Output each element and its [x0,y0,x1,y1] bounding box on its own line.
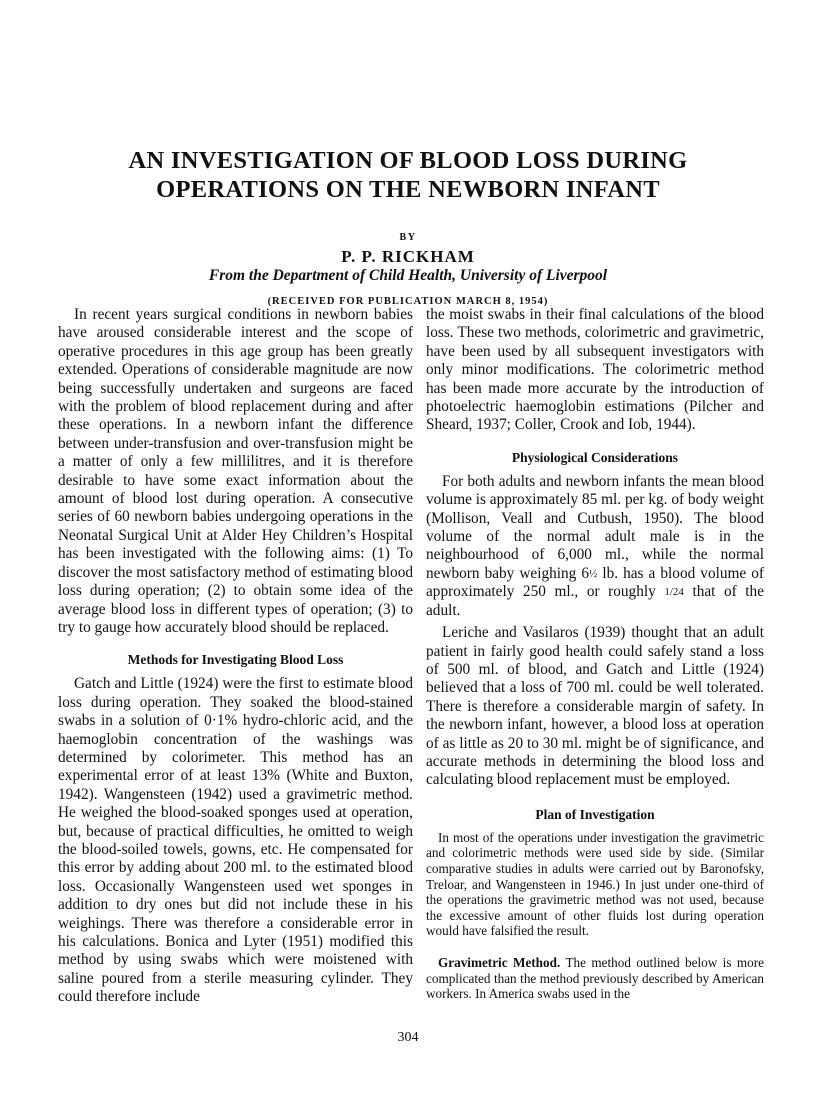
left-column [58,306,413,1007]
article-title [100,146,716,204]
fraction-half: ½ [589,567,598,580]
physio-text-b: lb. has a blood volume of approximately 250 ml., or roughly [426,564,764,601]
received-date-value: MARCH 8, 1954) [455,296,549,307]
methods-heading: Methods for Investigating Blood Loss [127,652,344,668]
intro-paragraph: In recent years surgical conditions in newborn babies have aroused considerable interest and the scope of operative procedures in this age group has been greatly extended. Operations of considerable magnitude are now being successfully undertaken and surgeons are faced with the problem of blood replacement during and after these operations. In a newborn infant the difference between under-transfusion and over-transfusion might be a matter of only a few millilitres, and it is therefore desirable to have some exact information about the amount of blood lost during operation. A consecutive series of 60 newborn babies undergoing operations in the Neonatal Surgical Unit at Alder Hey Children’s Hospital has been investigated with the following aims: (1) To discover the most satisfactory method of estimating blood loss during operation; (2) to obtain some idea of the average blood loss in different types of operation; (3) to try to gauge how accurately blood should be replaced. [58,306,413,636]
author-name: P. P. RICKHAM [341,247,475,266]
continuation-paragraph: the moist swabs in their final calculations of the blood loss. These two methods, colorimetric and gravimetric, have been used by all subsequent investigators with only minor modifications. The colorimetric method has been made more accurate by the introduction of photoelectric haemoglobin estimations (Pilcher and Sheard, 1937; Coller, Crook and Iob, 1944). [426,306,764,434]
gravimetric-heading: Gravimetric Method. [438,954,561,970]
physio-text-c: that of the adult. [426,583,764,619]
affiliation: From the Department of Child Health, University of Liverpool [208,267,608,284]
title-line-1: AN INVESTIGATION OF BLOOD LOSS DURING [128,147,688,174]
byline-label: BY [399,232,417,243]
physio-text-a: For both adults and newborn infants the mean blood volume is approximately 85 ml. per kg. of body weight (Mollison, Veall and Cutbush, 1950). The blood volume of the normal adult male is in the neighbourhood of 6,000 ml., while the normal newborn baby weighing 6 [426,472,764,582]
gravimetric-text: The method outlined below is more complicated than the method previously described by American workers. In America swabs used in the [426,954,764,1002]
right-column [426,306,764,1002]
received-label: (RECEIVED FOR PUBLICATION [267,296,453,307]
plan-paragraph: In most of the operations under investigation the gravimetric and colorimetric methods were used side by side. (Similar comparative studies in adults were carried out by Baronofsky, Treloar, and Wangensteen in 1946.) In just under one-third of the operations the gravimetric method was not used, because the excessive amount of other fluids lost during operation would have falsified the result. [426,829,764,939]
page-number: 304 [397,1030,419,1045]
plan-heading: Plan of Investigation [535,806,655,822]
physiological-paragraph-2: Leriche and Vasilaros (1939) thought that an adult patient in fairly good health could safely stand a loss of 500 ml. of blood, and Gatch and Little (1924) believed that a loss of 700 ml. could be well tolerated. There is therefore a considerable margin of safety. In the newborn infant, however, a blood loss at operation of as little as 20 to 30 ml. might be of significance, and accurate methods in determining the blood loss and calculating blood replacement must be employed. [426,624,764,789]
methods-paragraph: Gatch and Little (1924) were the first to estimate blood loss during operation. They soaked the blood-stained swabs in a solution of 0·1% hydro-chloric acid, and the haemoglobin concentration of the washings was determined by colorimeter. This method has an experimental error of at least 13% (White and Buxton, 1942). Wangensteen (1942) used a gravimetric method. He weighed the blood-soaked sponges used at operation, but, because of practical difficulties, he omitted to weigh the blood-soiled towels, gowns, etc. He compensated for this error by adding about 200 ml. to the estimated blood loss. Occasionally Wangensteen used wet sponges in addition to dry ones but did not include these in his weighings. There was therefore a considerable error in his calculations. Bonica and Lyter (1951) modified this method by using swabs which were moistened with saline poured from a sterile measuring cylinder. They could therefore include [58,675,413,1006]
title-line-2: OPERATIONS ON THE NEWBORN INFANT [156,176,660,203]
physiological-paragraph-1 [426,473,764,620]
physiological-heading: Physiological Considerations [511,449,679,465]
gravimetric-paragraph [426,955,764,1002]
fraction-one-twenty-fourth: 1/24 [664,586,684,599]
